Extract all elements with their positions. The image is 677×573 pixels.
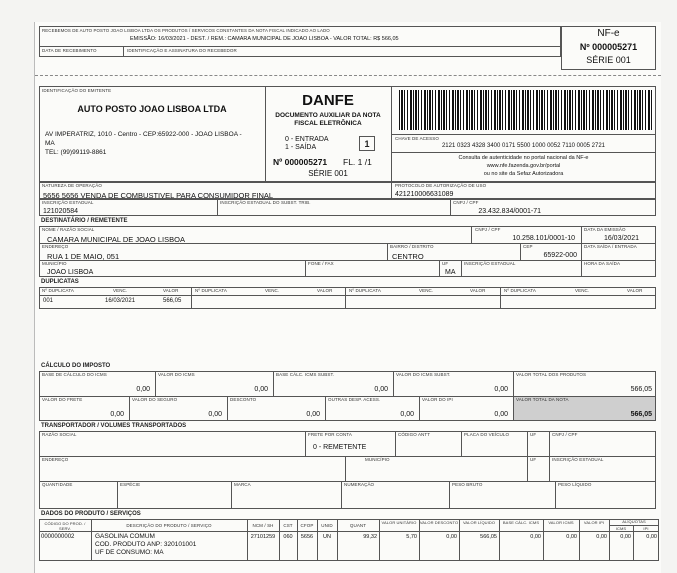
- dup-h7: Nº DUPLICATA: [349, 288, 381, 293]
- imp-icms-st-label: VALOR DO ICMS SUBST.: [396, 372, 451, 377]
- emitente-telefone: TEL: (99)99119-8861: [45, 149, 107, 156]
- danfe-numero: Nº 000005271: [273, 157, 328, 167]
- dest-saida-label: DATA SAÍDA / ENTRADA: [584, 244, 637, 249]
- prod-aipi: 0,00: [646, 534, 657, 540]
- prod-cfop: 5656: [300, 534, 314, 540]
- dest-cep-value: 65922-000: [543, 252, 577, 259]
- dest-uf-label: UF: [442, 261, 449, 266]
- danfe-folha: FL. 1 /1: [343, 157, 372, 167]
- dup-valor: 566,05: [163, 298, 182, 304]
- danfe-title: DANFE: [302, 92, 354, 109]
- dest-emissao-value: 16/03/2021: [603, 235, 639, 242]
- dest-bairro-label: BAIRRO / DISTRITO: [390, 244, 434, 249]
- prod-h-aipi: IPI: [643, 526, 649, 531]
- transp-ie-label: INSCRIÇÃO ESTADUAL: [552, 457, 604, 462]
- dup-h10: Nº DUPLICATA: [504, 288, 536, 293]
- canhoto-identificacao: IDENTIFICAÇÃO E ASSINATURA DO RECEBEDOR: [127, 48, 237, 53]
- chave-label: CHAVE DE ACESSO: [395, 136, 439, 141]
- duplicatas-section: DUPLICATAS: [41, 279, 79, 285]
- protocolo-label: PROTOCOLO DE AUTORIZAÇÃO DE USO: [395, 183, 487, 188]
- transp-endereco-label: ENDEREÇO: [42, 457, 69, 462]
- dup-h8: VENC.: [419, 288, 434, 293]
- dest-fone-label: FONE / FAX: [308, 261, 334, 266]
- dest-endereco-value: RUA 1 DE MAIO, 051: [47, 252, 120, 261]
- prod-vliq: 566,05: [480, 534, 497, 540]
- transp-quantidade-label: QUANTIDADE: [42, 482, 73, 487]
- destinatario-section: DESTINATÁRIO / REMETENTE: [41, 218, 128, 224]
- prod-codigo: 0000000002: [41, 534, 75, 540]
- prod-h-unid: UNID: [321, 523, 333, 528]
- transp-frete-value: 0 - REMETENTE: [313, 444, 367, 451]
- imp-frete-value: 0,00: [110, 411, 124, 418]
- prod-h-cst: CST: [283, 523, 293, 528]
- dest-cep-label: CEP: [523, 244, 533, 249]
- prod-quant: 99,32: [363, 534, 377, 540]
- dup-h4: Nº DUPLICATA: [195, 288, 227, 293]
- chave-barcode: [399, 90, 653, 130]
- dest-bairro-value: CENTRO: [392, 252, 424, 261]
- transp-razao-label: RAZÃO SOCIAL: [42, 432, 77, 437]
- transp-antt-label: CÓDIGO ANTT: [398, 432, 431, 437]
- imp-total-prod-label: VALOR TOTAL DOS PRODUTOS: [516, 372, 587, 377]
- chave-consulta1: Consulta de autenticidade no portal nacional da NF-e: [458, 155, 589, 161]
- imp-ipi-value: 0,00: [494, 411, 508, 418]
- danfe-entrada: 0 - ENTRADA: [285, 136, 329, 143]
- transp-numeracao-label: NUMERAÇÃO: [344, 482, 375, 487]
- emitente-label: IDENTIFICAÇÃO DO EMITENTE: [42, 88, 112, 93]
- danfe-saida: 1 - SAÍDA: [285, 144, 317, 151]
- imp-frete-label: VALOR DO FRETE: [42, 397, 83, 402]
- danfe-page: [34, 22, 661, 573]
- prod-h-bc: BASE CÁLC. ICMS: [502, 520, 540, 525]
- danfe-serie: SÉRIE 001: [308, 169, 348, 178]
- dest-uf-value: MA: [445, 269, 456, 276]
- ie-label: INSCRIÇÃO ESTADUAL: [42, 200, 94, 205]
- imp-outras-label: OUTRAS DESP. ACESS.: [328, 397, 381, 402]
- imp-bc-icms-label: BASE DE CÁLCULO DO ICMS: [42, 372, 107, 377]
- ie-value: 121020584: [43, 208, 79, 215]
- prod-h-descricao: DESCRIÇÃO DO PRODUTO / SERVIÇO: [126, 523, 212, 528]
- canhoto-recebemos: RECEBEMOS DE AUTO POSTO JOAO LISBOA LTDA OS PRODUTOS / SERVICOS CONSTANTES DA NOTA FISCAL INDICADO AO LADO: [42, 28, 330, 33]
- transp-placa-label: PLACA DO VEÍCULO: [464, 432, 510, 437]
- imp-ipi-label: VALOR DO IPI: [422, 397, 453, 402]
- imp-bc-icms-value: 0,00: [136, 386, 150, 393]
- prod-h-cfop: CFOP: [300, 523, 314, 528]
- prod-h-aliquotas: ALÍQUOTAS: [622, 519, 646, 524]
- transp-especie-label: ESPÉCIE: [120, 482, 141, 487]
- canhoto-data-recebimento: DATA DE RECEBIMENTO: [42, 48, 97, 53]
- dup-h6: VALOR: [317, 288, 333, 293]
- imp-total-prod-value: 566,05: [630, 386, 652, 393]
- prod-h-codigo: CÓDIGO DO PROD. / SERV.: [44, 521, 86, 531]
- natureza-label: NATUREZA DE OPERAÇÃO: [42, 183, 102, 188]
- prod-h-vicms: VALOR ICMS: [548, 520, 574, 525]
- chave-consulta2: www.nfe.fazenda.gov.br/portal: [486, 163, 561, 169]
- imp-bc-st-value: 0,00: [374, 386, 388, 393]
- canhoto-nfe-label: NF-e: [597, 28, 620, 39]
- emitente-endereco: AV IMPERATRIZ, 1010 - Centro - CEP:65922-000 - JOAO LISBOA - MA: [45, 131, 242, 147]
- natureza-value: 5656 5656 VENDA DE COMBUSTIVEL PARA CONSUMIDOR FINAL: [43, 191, 274, 200]
- imp-outras-value: 0,00: [400, 411, 414, 418]
- transportador-section: TRANSPORTADOR / VOLUMES TRANSPORTADOS: [41, 423, 187, 429]
- dest-endereco-label: ENDEREÇO: [42, 244, 69, 249]
- dest-hora-label: HORA DA SAÍDA: [584, 261, 621, 266]
- prod-vipi: 0,00: [596, 534, 607, 540]
- prod-h-vunit: VALOR UNITÁRIO: [381, 520, 417, 525]
- prod-h-quant: QUANT: [349, 523, 367, 528]
- dest-ie-label: INSCRIÇÃO ESTADUAL: [464, 261, 516, 266]
- dest-nome-value: CAMARA MUNICIPAL DE JOAO LISBOA: [47, 235, 185, 244]
- prod-descricao2: COD. PRODUTO ANP: 320101001: [95, 541, 197, 548]
- prod-h-vliq: VALOR LÍQUIDO: [462, 520, 496, 525]
- dest-municipio-label: MUNICÍPIO: [42, 261, 67, 266]
- prod-descricao1: GASOLINA COMUM: [95, 533, 155, 540]
- prod-ncm: 27101259: [250, 534, 276, 540]
- protocolo-value: 421210006631089: [395, 191, 454, 198]
- emit-cnpj-label: CNPJ / CPF: [453, 200, 479, 205]
- danfe-subtitle: DOCUMENTO AUXILIAR DA NOTA FISCAL ELETRÔNICA: [275, 112, 381, 127]
- imp-desconto-label: DESCONTO: [230, 397, 257, 402]
- dest-cnpj-value: 10.258.101/0001-10: [512, 235, 575, 242]
- dest-municipio-value: JOAO LISBOA: [47, 269, 94, 276]
- imp-seguro-value: 0,00: [208, 411, 222, 418]
- prod-h-vdesc: VALOR DESCONTO: [419, 520, 459, 525]
- imp-total-nota-label: VALOR TOTAL DA NOTA: [516, 397, 569, 402]
- dup-h5: VENC.: [265, 288, 280, 293]
- dest-cnpj-label: CNPJ / CPF: [475, 227, 501, 232]
- dup-h2: VENC.: [113, 288, 128, 293]
- prod-descricao3: UF DE CONSUMO: MA: [95, 549, 164, 556]
- emitente-nome: AUTO POSTO JOAO LISBOA LTDA: [77, 104, 227, 114]
- transp-peso-liquido-label: PESO LÍQUIDO: [558, 482, 592, 487]
- transp-peso-bruto-label: PESO BRUTO: [452, 482, 483, 487]
- prod-h-vipi: VALOR IPI: [583, 520, 605, 525]
- transportador-block: [39, 431, 656, 509]
- transp-cnpj-label: CNPJ / CPF: [552, 432, 578, 437]
- canhoto-emissao-line: EMISSÃO: 16/03/2021 - DEST. / REM.: CAMARA MUNICIPAL DE JOAO LISBOA - VALOR TOTAL: R$ 566,05: [130, 36, 399, 42]
- transp-municipio-label: MUNICÍPIO: [365, 457, 390, 462]
- canhoto-serie: SÉRIE 001: [586, 55, 631, 65]
- prod-h-ncm: NCM / SH: [252, 523, 274, 528]
- iest-label: INSCRIÇÃO ESTADUAL DO SUBST. TRIB.: [220, 200, 311, 205]
- transp-uf2-label: UF: [530, 457, 537, 462]
- dup-h3: VALOR: [163, 288, 179, 293]
- prod-aicms: 0,00: [620, 534, 631, 540]
- chave-consulta3: ou no site da Sefaz Autorizadora: [483, 171, 564, 177]
- prod-cst: 060: [283, 534, 293, 540]
- imp-icms-label: VALOR DO ICMS: [158, 372, 195, 377]
- imp-icms-value: 0,00: [254, 386, 268, 393]
- prod-vunit: 5,70: [406, 534, 417, 540]
- dup-venc: 16/03/2021: [105, 298, 136, 304]
- dest-emissao-label: DATA DA EMISSÃO: [584, 227, 626, 232]
- dest-nome-label: NOME / RAZÃO SOCIAL: [42, 227, 95, 232]
- produtos-section: DADOS DO PRODUTO / SERVIÇOS: [41, 511, 141, 517]
- imp-total-nota-value: 566,05: [630, 411, 652, 418]
- transp-frete-label: FRETE POR CONTA: [308, 432, 352, 437]
- transp-uf-label: UF: [530, 432, 537, 437]
- imp-bc-st-label: BASE CÁLC. ICMS SUBST.: [276, 372, 335, 377]
- dup-h1: Nº DUPLICATA: [42, 288, 74, 293]
- prod-vicms: 0,00: [566, 534, 577, 540]
- prod-h-aicms: ICMS: [615, 526, 627, 531]
- imp-desconto-value: 0,00: [306, 411, 320, 418]
- imp-seguro-label: VALOR DO SEGURO: [132, 397, 178, 402]
- dup-h11: VENC.: [575, 288, 590, 293]
- prod-vdesc: 0,00: [446, 534, 457, 540]
- imp-icms-st-value: 0,00: [494, 386, 508, 393]
- dup-numero: 001: [43, 298, 54, 304]
- imposto-section: CÁLCULO DO IMPOSTO: [41, 363, 111, 369]
- transp-marca-label: MARCA: [234, 482, 251, 487]
- prod-bc: 0,00: [530, 534, 541, 540]
- canhoto-numero: Nº 000005271: [579, 42, 638, 52]
- emit-cnpj-value: 23.432.834/0001-71: [478, 208, 541, 215]
- canhoto-cut-line: [35, 75, 661, 76]
- inscricao-row: [39, 199, 656, 216]
- prod-unid: UN: [323, 534, 331, 540]
- danfe-tipo-box: 1: [359, 136, 375, 151]
- chave-value: 2121 0323 4328 3400 0171 5500 1000 0052 7110 0005 2721: [441, 143, 606, 149]
- dup-h12: VALOR: [627, 288, 643, 293]
- dup-h9: VALOR: [470, 288, 486, 293]
